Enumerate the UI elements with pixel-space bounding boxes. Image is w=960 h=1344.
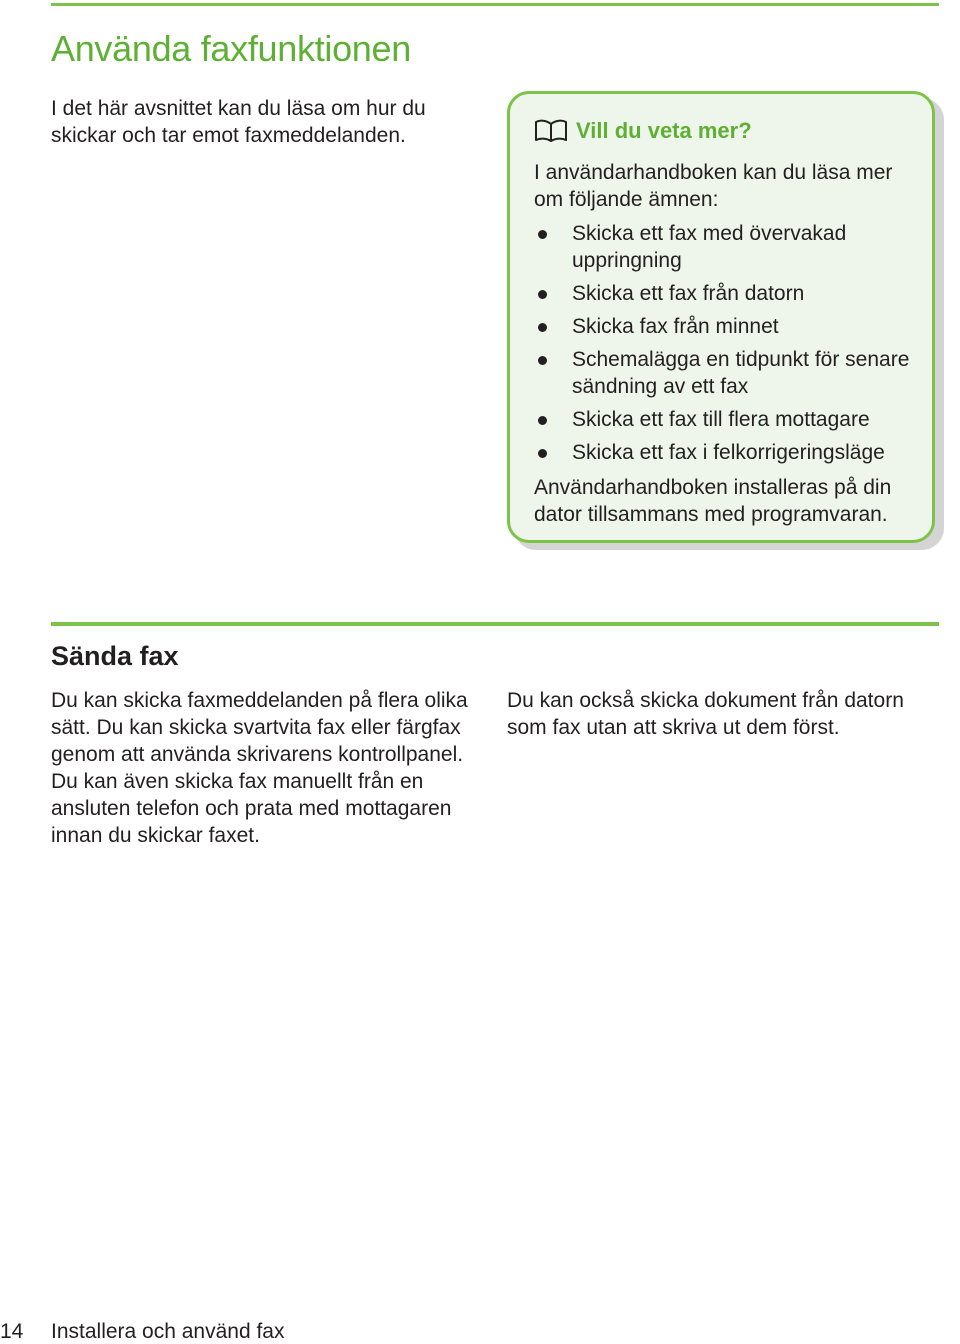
section-right-text: Du kan också skicka dokument från datorn som fax utan att skriva ut dem först. [507, 689, 904, 739]
page-number: 14 [0, 1320, 24, 1343]
list-item-text: Schemalägga en tidpunkt för senare sändning av ett fax [572, 348, 910, 398]
info-box [507, 91, 935, 543]
list-item [534, 346, 918, 400]
infobox-intro: I användarhandboken kan du läsa mer om följande ämnen: [534, 161, 893, 211]
list-item-text: Skicka ett fax från datorn [572, 282, 805, 305]
list-item-text: Skicka ett fax till flera mottagare [572, 408, 870, 431]
top-rule [51, 3, 939, 6]
bullet-icon [538, 449, 547, 458]
bullet-icon [538, 356, 547, 365]
topic-list [534, 220, 918, 472]
page-title: Använda faxfunktionen [51, 28, 411, 69]
bullet-icon [538, 323, 547, 332]
list-item [534, 220, 918, 274]
bullet-icon [538, 290, 547, 299]
infobox-heading [534, 118, 752, 144]
list-item [534, 406, 918, 433]
section-title: Sända fax [51, 641, 179, 671]
book-icon [534, 119, 568, 143]
list-item-text: Skicka ett fax i felkorrigeringsläge [572, 441, 885, 464]
bullet-icon [538, 230, 547, 239]
list-item [534, 439, 918, 466]
infobox-title: Vill du veta mer? [576, 118, 752, 143]
list-item-text: Skicka ett fax med övervakad uppringning [572, 222, 847, 272]
intro-text: I det här avsnittet kan du läsa om hur du skickar och tar emot faxmeddelanden. [51, 97, 426, 147]
list-item [534, 313, 918, 340]
section-rule [51, 622, 939, 626]
list-item [534, 280, 918, 307]
section-left-text: Du kan skicka faxmeddelanden på flera olika sätt. Du kan skicka svartvita fax eller färgfax genom att använda skrivarens kontrollpanel. Du kan även skicka fax manuellt från en ansluten telefon och prata med mottagaren innan du skickar faxet. [51, 689, 468, 847]
list-item-text: Skicka fax från minnet [572, 315, 779, 338]
infobox-footer: Användarhandboken installeras på din dator tillsammans med programvaran. [534, 476, 892, 526]
footer-section-name: Installera och använd fax [51, 1320, 285, 1343]
bullet-icon [538, 416, 547, 425]
